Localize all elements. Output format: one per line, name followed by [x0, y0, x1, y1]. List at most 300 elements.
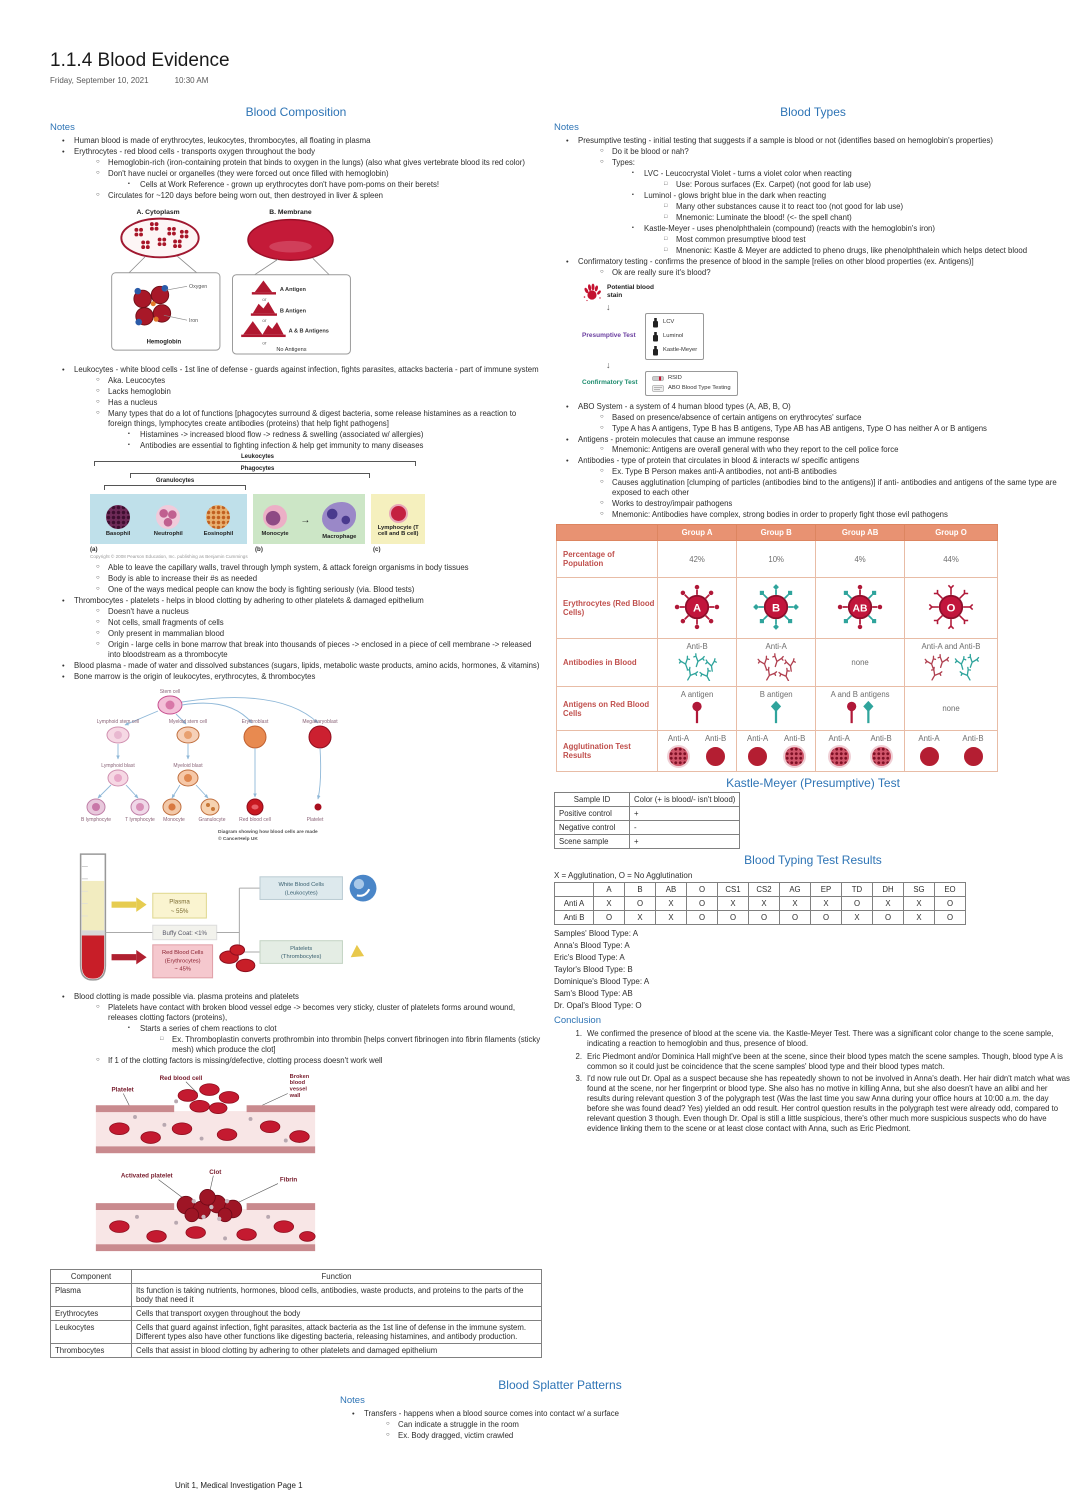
presumptive-tests-bracket	[645, 313, 704, 360]
diagram-label: or	[262, 341, 267, 347]
note-bullet	[128, 430, 542, 440]
table-row	[557, 541, 998, 578]
note-bullet	[96, 607, 542, 617]
bullet-text: Works to destroy/impair pathogens	[612, 499, 733, 509]
a-and-b-antigens-icon	[843, 699, 877, 725]
bullet-marker: ○	[600, 268, 604, 275]
note-bullet	[96, 629, 542, 639]
table-header-cell: Function	[132, 1269, 542, 1283]
bracket-line	[104, 485, 246, 490]
table-row	[555, 911, 966, 925]
diagram-label: Monocyte	[163, 816, 185, 823]
note-bullet	[600, 510, 1072, 520]
blood-clotting-diagram	[88, 1070, 323, 1256]
table-cell: O	[749, 911, 780, 925]
conclusion-number: 1.	[575, 1029, 582, 1039]
row-header: Agglutination Test Results	[557, 731, 658, 772]
bullet-text: Lacks hemoglobin	[108, 386, 171, 396]
bullet-text: Ok are really sure it's blood?	[612, 267, 711, 277]
agglutination-label: Anti-A	[828, 734, 850, 744]
section-heading-kastle-meyer: Kastle-Meyer (Presumptive) Test	[726, 776, 900, 791]
note-bullet	[128, 441, 542, 451]
table-cell: X	[904, 897, 935, 911]
bullet-marker: □	[664, 213, 668, 220]
note-bullet	[96, 191, 542, 201]
bullet-marker: ○	[600, 147, 604, 154]
bullet-marker: □	[664, 235, 668, 242]
table-row	[51, 1320, 542, 1343]
flow-presumptive-label: Presumptive Test	[582, 332, 636, 340]
anti-b-antibodies-icon	[672, 651, 722, 681]
table-cell: X	[594, 897, 625, 911]
diagram-label: ~ 45%	[174, 966, 191, 973]
table-cell: O	[687, 911, 718, 925]
corner-cell	[557, 525, 658, 541]
diagram-caption: © CancerHelp UK	[218, 836, 258, 842]
table-cell: O	[718, 911, 749, 925]
bullet-marker: □	[160, 1035, 164, 1042]
notes-label: Notes	[340, 1394, 365, 1406]
bullet-text: Not cells, small fragments of cells	[108, 618, 224, 628]
diagram-label: Red Blood Cells	[162, 949, 204, 956]
type-o-cell-icon	[925, 581, 977, 633]
diagram-label: wall	[289, 1092, 301, 1099]
table-cell	[816, 731, 905, 772]
granulocytes-panel	[90, 494, 247, 545]
table-cell: O	[935, 897, 966, 911]
table-cell	[905, 578, 998, 639]
confirmatory-tests-bracket	[645, 371, 738, 396]
agglutination-label: Anti-B	[704, 734, 727, 744]
bullet-marker: ▪	[128, 1024, 130, 1031]
bullet-marker: ○	[600, 479, 604, 486]
conclusion-item	[554, 1029, 1072, 1049]
antibody-label: Anti-B	[686, 642, 708, 652]
table-cell	[816, 639, 905, 687]
bloody-handprint-icon	[582, 282, 602, 302]
table-cell: Its function is taking nutrients, hormones, blood cells, antibodies, waste products, and proteins to the parts of the body that need it	[132, 1283, 542, 1306]
table-header-row	[555, 793, 740, 807]
table-header-cell: TD	[842, 883, 873, 897]
table-cell: Plasma	[51, 1283, 132, 1306]
bullet-text: ABO System - a system of 4 human blood types (A, AB, B, O)	[578, 401, 791, 411]
bullet-text: Ex. Body dragged, victim crawled	[398, 1430, 514, 1440]
note-bullet	[600, 424, 1072, 434]
note-bullet	[62, 992, 542, 1002]
monocyte-cell	[263, 505, 287, 529]
agglutination-result	[746, 745, 769, 768]
note-bullet	[128, 1024, 542, 1034]
table-header-cell: Component	[51, 1269, 132, 1283]
bullet-marker: ▪	[632, 169, 634, 176]
conclusion-number: 2.	[575, 1051, 582, 1061]
note-bullet	[664, 213, 1072, 223]
table-row	[557, 687, 998, 731]
note-bullet	[600, 147, 1072, 157]
table-header-cell: Color (+ is blood/- isn't blood)	[630, 793, 740, 807]
diagram-label: Red blood cell	[239, 816, 271, 823]
bullet-text: Bone marrow is the origin of leukocytes, erythrocytes, & thrombocytes	[74, 671, 316, 681]
bullet-text: Has a nucleus	[108, 397, 158, 407]
bullet-marker: ○	[600, 413, 604, 420]
agglutination-label: Anti-A	[918, 734, 940, 744]
note-bullet	[96, 618, 542, 628]
table-header-cell: B	[625, 883, 656, 897]
lymphocyte-panel	[371, 494, 425, 545]
note-bullet	[62, 596, 542, 606]
note-bullet	[566, 257, 1072, 267]
bullet-marker: •	[62, 136, 65, 145]
table-header-cell: CS1	[718, 883, 749, 897]
bullet-text: Starts a series of chem reactions to clot	[140, 1023, 277, 1033]
bullet-marker: •	[352, 1408, 355, 1418]
bullet-text: Luminol - glows bright blue in the dark when reacting	[644, 190, 827, 200]
conclusion-text: Eric Piedmont and/or Dominica Hall might've been at the scene, since their blood types match the scene samples. Though, blood type A is common so it could just be coincidence that the scene samples' blood type and their blood types match.	[587, 1051, 1063, 1071]
table-cell: 44%	[905, 541, 998, 578]
time-text: 10:30 AM	[174, 76, 209, 85]
bullet-marker: •	[62, 671, 65, 681]
blood-composition-column	[50, 101, 542, 1358]
bullet-marker: ○	[96, 608, 100, 615]
bullet-marker: •	[566, 401, 569, 411]
bullet-text: Thrombocytes - platelets - helps in blood clotting by adhering to other platelets & damaged epithelium	[74, 596, 424, 606]
agglutination-label: Anti-B	[962, 734, 984, 744]
blood-fractions-diagram	[62, 850, 392, 984]
bullet-marker: •	[566, 136, 569, 145]
table-cell: O	[687, 897, 718, 911]
bullet-marker: ○	[600, 468, 604, 475]
bullet-text: Antibodies - type of protein that circulates in blood & interacts w/ specific antigens	[578, 456, 860, 466]
table-cell: Negative control	[555, 821, 630, 835]
bullet-marker: ○	[96, 619, 100, 626]
antibody-label: none	[851, 658, 869, 668]
table-row	[555, 897, 966, 911]
note-bullet	[160, 1035, 542, 1055]
bullet-marker: ▪	[632, 191, 634, 198]
anti-a-antibodies-icon	[751, 651, 801, 681]
bullet-marker: ○	[600, 500, 604, 507]
bullet-marker: ○	[96, 1056, 100, 1063]
table-cell: O	[935, 911, 966, 925]
test-strip-icon	[652, 375, 664, 382]
flow-confirmatory-label: Confirmatory Test	[582, 379, 638, 387]
table-row	[557, 639, 998, 687]
note-bullet	[96, 1003, 542, 1023]
blood-type-letter: O	[946, 602, 956, 615]
bullet-marker: ○	[96, 398, 100, 405]
row-header: Erythrocytes (Red Blood Cells)	[557, 578, 658, 639]
bullet-text: Confirmatory testing - confirms the presence of blood in the sample [relies on other blood properties (ex. Antigens)]	[578, 256, 974, 266]
table-cell: X	[656, 911, 687, 925]
table-header-cell	[555, 883, 594, 897]
bullet-text: Aka. Leucocytes	[108, 375, 166, 385]
section-heading-blood-types: Blood Types	[780, 105, 846, 119]
test-name: Luminol	[663, 333, 684, 340]
sample-blood-type: Sam's Blood Type: AB	[554, 989, 633, 999]
bullet-text: Antibodies are essential to fighting infection & help get immunity to many diseases	[140, 440, 424, 450]
diagram-label: Buffy Coat: <1%	[162, 929, 208, 937]
spray-bottle-icon	[652, 331, 659, 342]
bullet-marker: •	[566, 256, 569, 266]
type-ab-cell-icon	[834, 581, 886, 633]
typing-legend: X = Agglutination, O = No Agglutination	[554, 871, 693, 881]
bullet-marker: ○	[600, 446, 604, 453]
bullet-text: Antigens - protein molecules that cause an immune response	[578, 434, 790, 444]
bullet-marker: ▪	[128, 180, 130, 187]
table-cell	[905, 731, 998, 772]
antigen-label: A and B antigens	[830, 690, 890, 700]
bullet-text: Only present in mammalian blood	[108, 629, 225, 639]
composition-notes-block-3	[50, 563, 542, 682]
bullet-text: Histamines -> increased blood flow -> redness & swelling (associated w/ allergies)	[140, 429, 424, 439]
table-cell: Anti B	[555, 911, 594, 925]
bullet-marker: □	[664, 180, 668, 187]
table-cell: 42%	[658, 541, 737, 578]
bullet-marker: ○	[96, 575, 100, 582]
note-bullet	[566, 136, 1072, 146]
antigen-label: A antigen	[680, 690, 714, 700]
agglutination-result	[870, 745, 893, 768]
note-bullet	[386, 1420, 780, 1430]
bullet-marker: •	[62, 991, 65, 1001]
composition-notes-block-2	[50, 365, 542, 451]
table-cell	[658, 731, 737, 772]
bullet-marker: ○	[96, 158, 100, 165]
note-bullet	[96, 376, 542, 386]
eosinophil-cell	[206, 505, 230, 529]
note-bullet	[664, 202, 1072, 212]
table-header-row	[51, 1269, 542, 1283]
table-cell: X	[625, 911, 656, 925]
leukocyte-diagram	[90, 454, 425, 560]
type-a-cell-icon	[671, 581, 723, 633]
bullet-marker: ○	[96, 409, 100, 416]
antibody-label: Anti-A and Anti-B	[921, 642, 981, 652]
panel-letter: (c)	[373, 546, 381, 554]
table-cell: +	[630, 835, 740, 849]
table-cell: Cells that assist in blood clotting by adhering to other platelets and damaged epithelium	[132, 1343, 542, 1357]
diagram-label: Stem cell	[159, 688, 181, 695]
note-bullet	[128, 180, 542, 190]
bullet-text: Mnemonic: Antibodies have complex, strong bodies in order to properly fight those evil pathogens	[612, 510, 948, 520]
cell-label: Basophil	[105, 530, 131, 537]
note-bullet	[600, 268, 1072, 278]
bullet-marker: ○	[96, 376, 100, 383]
table-cell: Leukocytes	[51, 1320, 132, 1343]
note-bullet	[352, 1409, 780, 1419]
bullet-text: Able to leave the capillary walls, travel through lymph system, & attack foreign organisms in body tissues	[108, 563, 469, 573]
page-date	[50, 76, 1072, 85]
table-cell	[658, 639, 737, 687]
diagram-label: (Leukocytes)	[284, 890, 318, 897]
page-footer: Unit 1, Medical Investigation Page 1	[175, 1480, 303, 1490]
table-cell: Scene sample	[555, 835, 630, 849]
table-row	[557, 578, 998, 639]
table-cell: X	[811, 897, 842, 911]
bullet-marker: ○	[96, 169, 100, 176]
notes-label: Notes	[554, 122, 579, 133]
diagram-label: A & B Antigens	[288, 328, 329, 335]
down-arrow-icon: ↓	[606, 301, 611, 312]
diagram-label: Lymphoid blast	[101, 762, 135, 769]
page-title: 1.1.4 Blood Evidence	[50, 50, 230, 71]
antigen-label: B antigen	[759, 690, 793, 700]
anti-a-and-anti-b-antibodies-icon	[920, 651, 982, 681]
bullet-text: Body is able to increase their #s as needed	[108, 574, 258, 584]
table-cell: Erythrocytes	[51, 1306, 132, 1320]
table-cell	[816, 578, 905, 639]
flow-stain-label: Potential blood stain	[607, 284, 654, 299]
diagram-label: Platelet	[111, 1086, 134, 1094]
cell-label: Eosinophil	[203, 530, 234, 537]
sample-blood-type: Dr. Opal's Blood Type: O	[554, 1001, 642, 1011]
note-bullet	[96, 574, 542, 584]
bullet-text: Don't have nuclei or organelles (they were forced out once filled with hemoglobin)	[108, 168, 389, 178]
bullet-text: Ex. Thromboplastin converts prothrombin into thrombin [helps convert fibrinogen into fibrin filaments (sticky mesh) which produce the clot]	[172, 1034, 541, 1054]
table-header-cell: SG	[904, 883, 935, 897]
diagram-label: (Thrombocytes)	[281, 954, 322, 961]
bullet-marker: ○	[386, 1420, 390, 1427]
table-header-cell: EP	[811, 883, 842, 897]
bullet-marker: ▪	[128, 430, 130, 437]
conclusion-text: I'd now rule out Dr. Opal as a suspect because she has repeatedly shown to not be involved in Anna's death. Her hair didn't match what was found at the scene, nor her fingerprint or blood type. She also has no motive in killing Anna, but she also doesn't have an alibi and her results during relevant question 3 of the polygraph test (Was the last time you saw Anna during your office hours at 10:00 a.m. the day before she was found dead? Yes) yielded an odd result. Her control question results in the polygraph test were already odd, compared to relevant question 3 though. Even though Dr. Opal is still a little suspicious, there's other much more suspicious suspects who do have evidence linking them to the scene or at least close contact with Anna, such as Eric Piedmont.	[587, 1073, 1070, 1134]
diagram-label: Red blood cell	[159, 1074, 203, 1082]
diagram-label: Hemoglobin	[146, 339, 182, 346]
note-bullet	[632, 224, 1072, 234]
erythrocyte-diagram	[102, 205, 392, 357]
group-header: Group AB	[816, 525, 905, 541]
bullet-text: Mnemonic: Antigens are overall general with who they report to the cell police force	[612, 445, 899, 455]
diagram-label: Phagocytes	[240, 465, 275, 472]
table-cell	[905, 687, 998, 731]
diagram-label: ~ 55%	[170, 907, 189, 915]
row-header: Antigens on Red Blood Cells	[557, 687, 658, 731]
blood-typing-table	[554, 882, 966, 925]
agglutination-result	[783, 745, 806, 768]
agglutination-label: Anti-A	[747, 734, 769, 744]
test-name: RSID	[668, 375, 682, 382]
bullet-text: Most common presumptive blood test	[676, 234, 806, 244]
bullet-marker: ○	[96, 387, 100, 394]
diagram-label: (Erythrocytes)	[164, 958, 201, 965]
panel-letters	[90, 546, 425, 553]
test-name: Kastle-Meyer	[663, 347, 698, 354]
table-header-cell: Sample ID	[555, 793, 630, 807]
table-cell: X	[718, 897, 749, 911]
diagram-label: or	[262, 318, 267, 324]
note-bullet	[600, 478, 1072, 498]
note-bullet	[566, 456, 1072, 466]
cell-label: Neutrophil	[153, 530, 183, 537]
bullet-marker: ○	[600, 158, 604, 165]
bullet-text: Presumptive testing - initial testing that suggests if a sample is blood or not (identifies based on hemoglobin's properties)	[578, 136, 993, 145]
bullet-marker: □	[664, 202, 668, 209]
row-header: Percentage of Population	[557, 541, 658, 578]
monocyte-panel	[253, 494, 366, 545]
table-cell	[737, 687, 816, 731]
bullet-marker: •	[566, 456, 569, 466]
bullet-text: Types:	[612, 157, 635, 167]
section-heading-blood-composition: Blood Composition	[245, 105, 347, 119]
table-row	[555, 807, 740, 821]
sample-blood-type: Taylor's Blood Type: B	[554, 965, 633, 975]
sample-blood-type: Anna's Blood Type: A	[554, 941, 630, 951]
bullet-text: Platelets have contact with broken blood vessel edge -> becomes very sticky, cluster of platelets forms around wound, releases clotting factors (proteins),	[108, 1002, 516, 1022]
antigen-label: none	[942, 704, 960, 714]
blood-group-table	[556, 524, 998, 772]
table-header-cell: EO	[935, 883, 966, 897]
note-bullet	[664, 235, 1072, 245]
conclusion-text: We confirmed the presence of blood at the scene via. the Kastle-Meyer Test. There was a significant color change to the scene sample, indicating a reaction to hemoglobin and thus, presence of blood.	[587, 1029, 1054, 1049]
table-header-cell: CS2	[749, 883, 780, 897]
table-cell	[658, 687, 737, 731]
diagram-label: Activated platelet	[120, 1172, 173, 1180]
test-name: ABO Blood Type Testing	[668, 385, 731, 392]
bullet-text: LVC - Leucocrystal Violet - turns a violet color when reacting	[644, 168, 852, 178]
table-cell	[905, 639, 998, 687]
component-function-table	[50, 1269, 542, 1358]
basophil-cell	[106, 505, 130, 529]
table-header-cell: A	[594, 883, 625, 897]
note-bullet	[664, 180, 1072, 190]
diagram-label: Erythroblast	[241, 718, 269, 725]
diagram-label: Platelet	[306, 816, 324, 823]
table-cell: O	[780, 911, 811, 925]
bullet-text: Mnemonic: Luminate the blood! (<- the spell chant)	[676, 212, 852, 222]
bullet-text: Many other substances cause it to react too (not good for lab use)	[676, 201, 904, 211]
bullet-marker: □	[664, 246, 668, 253]
table-cell	[658, 578, 737, 639]
agglutination-result	[667, 745, 690, 768]
group-header: Group O	[905, 525, 998, 541]
agglutination-result	[918, 745, 941, 768]
agglutination-label: Anti-B	[784, 734, 806, 744]
bullet-marker: ▪	[632, 224, 634, 231]
table-cell: O	[594, 911, 625, 925]
table-cell: X	[780, 897, 811, 911]
stem-cell-diagram	[70, 685, 370, 843]
section-heading-blood-splatter: Blood Splatter Patterns	[498, 1377, 622, 1392]
blood-type-letter: B	[772, 602, 781, 615]
table-cell: Cells that transport oxygen throughout the body	[132, 1306, 542, 1320]
test-flowchart	[582, 282, 772, 396]
note-bullet	[62, 365, 542, 375]
note-bullet	[566, 435, 1072, 445]
table-row	[555, 835, 740, 849]
kastle-meyer-table	[554, 792, 740, 849]
bullet-marker: •	[62, 146, 65, 156]
b-antigen-icon	[767, 699, 785, 725]
bullet-marker: ○	[96, 564, 100, 571]
types-notes-block-2	[554, 402, 1072, 521]
diagram-label: A. Cytoplasm	[136, 208, 180, 216]
table-cell: Cells that guard against infection, fight parasites, attack bacteria as the 1st line of defense in the immune system. Different types also have other functions like digesting bacteria, releasing histamines, and antibody production.	[132, 1320, 542, 1343]
test-card-icon	[652, 385, 664, 392]
agglutination-result	[704, 745, 727, 768]
table-cell	[737, 578, 816, 639]
note-bullet	[62, 672, 542, 682]
diagram-label: Broken	[289, 1073, 310, 1080]
bullet-marker: ○	[600, 424, 604, 431]
table-cell: 10%	[737, 541, 816, 578]
diagram-label: or	[262, 297, 267, 303]
note-bullet	[600, 499, 1072, 509]
bullet-marker: ○	[96, 630, 100, 637]
bullet-text: Type A has A antigens, Type B has B antigens, Type AB has AB antigens, Type O has neither A or B antigens	[612, 423, 987, 433]
diagram-label: B lymphocyte	[80, 816, 112, 823]
diagram-label: B. Membrane	[269, 208, 312, 216]
table-row	[51, 1343, 542, 1357]
